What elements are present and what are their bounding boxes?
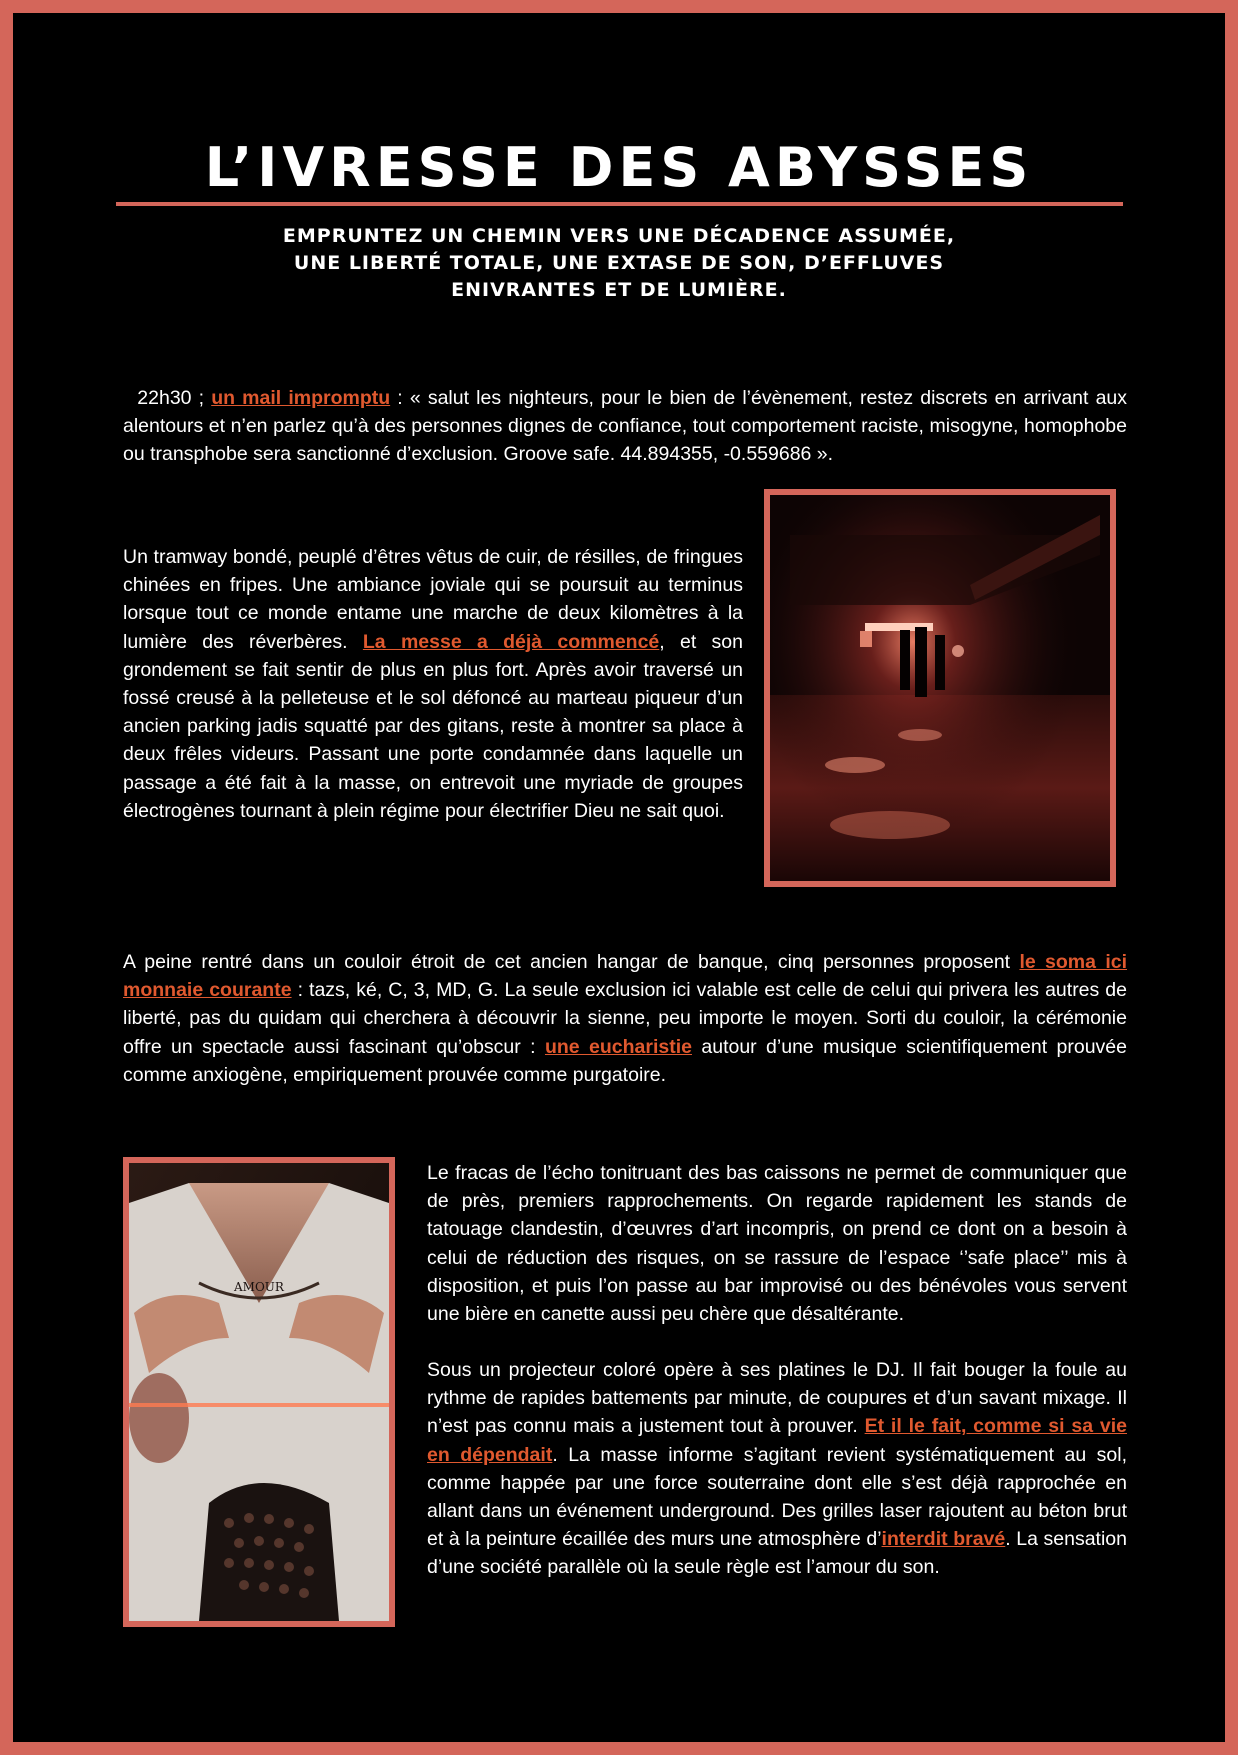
link-soma[interactable]: le soma ici monnaie courante — [123, 951, 1128, 1002]
link-mail-impromptu[interactable]: un mail impromptu — [211, 387, 391, 409]
paragraph-fracas: Le fracas de l’écho tonitruant des bas caissons ne permet de communiquer que de près, premiers rapprochements. On regarde rapidement les stands de tatouage clandestin, d’œuvres d’art incompris, on prend ce dont on a besoin à celui de réduction des risques, on se rassure de l’espace ‘’safe place’’ mis à disposition, et puis l’on passe au bar improvisé ou des bénévoles vous servent une bière en canette aussi peu chère que désaltérante. — [427, 1162, 1127, 1326]
link-eucharistie[interactable]: une eucharistie — [544, 1035, 692, 1058]
title-underline — [116, 202, 1123, 206]
subtitle-line: ENIVRANTES ET DE LUMIÈRE. — [451, 279, 787, 301]
subtitle — [133, 223, 1105, 304]
paragraph-couloir: A peine rentré dans un couloir étroit de cet ancien hangar de banque, cinq personnes proposent le soma ici monnaie courante : tazs, ké, C, 3, MD, G. La seule exclusion ici valable est celle de celui qui privera les autres de liberté, pas du quidam qui cherchera à découvrir la sienne, peu importe le moyen. Sorti du couloir, la cérémonie offre un spectacle aussi fascinant qu’obscur : une eucharistie autour d’une musique scientifiquement prouvée comme anxiogène, empiriquement prouvée comme purgatoire. — [123, 951, 1128, 1086]
tattoo-photo — [123, 1157, 395, 1627]
link-messe-commencee[interactable]: La messe a déjà commencé — [362, 630, 660, 653]
link-interdit-brave[interactable]: interdit bravé — [881, 1528, 1006, 1551]
tattoo-text: AMOUR — [234, 1280, 284, 1294]
subtitle-line: EMPRUNTEZ UN CHEMIN VERS UNE DÉCADENCE ASSUMÉE, — [282, 225, 956, 247]
paragraph-dj: Sous un projecteur coloré opère à ses platines le DJ. Il fait bouger la foule au rythme de rapides battements par minute, de coupures et d’un savant mixage. Il n’est pas connu mais a justement tout à prouver. Et il le fait, comme si sa vie en dépendait. La masse informe s’agitant revient systématiquement au sol, comme happée par une force souterraine dont elle s’est déjà rapprochée en allant dans un événement underground. Des grilles laser rajoutent au béton brut et à la peinture écaillée des murs une atmosphère d’interdit bravé. La sensation d’une société parallèle où la seule règle est l’amour du son. — [427, 1359, 1128, 1579]
page — [13, 13, 1225, 1742]
paragraph-tramway: Un tramway bondé, peuplé d’êtres vêtus de cuir, de résilles, de fringues chinées en fripes. Une ambiance joviale qui se poursuit au terminus lorsque tout ce monde entame une marche de deux kilomètres à la lumière des réverbères. La messe a déjà commencé, et son grondement se fait sentir de plus en plus fort. Après avoir traversé un fossé creusé à la pelleteuse et le sol défoncé au marteau piqueur d’un ancien parking jadis squatté par des gitans, reste à montrer sa place à deux frêles videurs. Passant une porte condamnée dans laquelle un passage a été fait à la masse, on entrevoit une myriade de groupes électrogènes tournant à plein régime pour électrifier Dieu ne sait quoi. — [123, 546, 743, 822]
link-sa-vie[interactable]: Et il le fait, comme si sa vie en dépendait — [427, 1415, 1128, 1466]
article-title: L’IVRESSE DES ABYSSES — [204, 136, 1034, 199]
subtitle-line: UNE LIBERTÉ TOTALE, UNE EXTASE DE SON, D’EFFLUVES — [293, 252, 945, 274]
paragraph-intro: 22h30 ; un mail impromptu : « salut les nighteurs, pour le bien de l’évènement, restez discrets en arrivant aux alentours et n’en parlez qu’à des personnes dignes de confiance, tout comportement raciste, misogyne, homophobe ou transphobe sera sanctionné d’exclusion. Groove safe. 44.894355, -0.559686 ». — [123, 387, 1133, 466]
tunnel-photo — [764, 489, 1116, 887]
